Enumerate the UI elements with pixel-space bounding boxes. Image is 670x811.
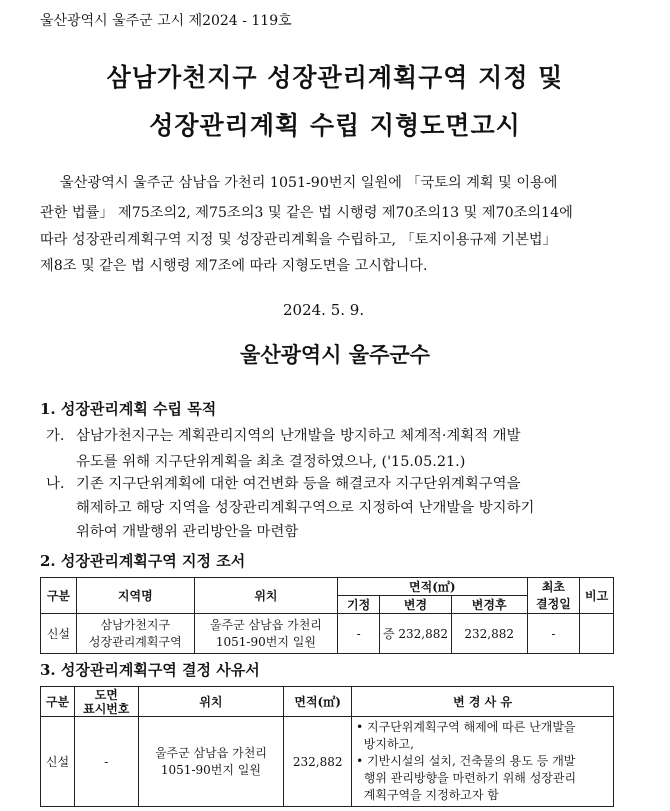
reason-line: • 지구단위계획구역 해제에 따른 난개발을 (356, 720, 576, 734)
reason-line: 방지하고, (356, 737, 414, 751)
cell-after: 232,882 (451, 614, 527, 654)
cell-type: 신설 (41, 717, 75, 807)
notice-number: 울산광역시 울주군 고시 제2024 - 119호 (40, 13, 292, 29)
intro-line: 제8조 및 같은 법 시행령 제7조에 따라 지형도면을 고시합니다. (40, 258, 428, 274)
header-location: 위치 (194, 578, 337, 614)
cell-location: 울주군 삼남읍 가천리 1051-90번지 일원 (138, 717, 284, 807)
cell-existing: - (338, 614, 380, 654)
list-item-line: 기존 지구단위계획에 대한 여건변화 등을 해결코자 지구단위계획구역을 (76, 476, 521, 492)
section2-heading: 2. 성장관리계획구역 지정 조서 (40, 552, 246, 570)
header-reason: 변 경 사 유 (352, 687, 614, 717)
header-location: 위치 (138, 687, 284, 717)
intro-line: 관한 법률」 제75조의2, 제75조의3 및 같은 법 시행령 제70조의13 및 제70조의14에 (40, 205, 573, 221)
list-marker: 나. (46, 476, 65, 492)
cell-zone-name: 삼남가천지구 성장관리계획구역 (76, 614, 194, 654)
header-area: 면적(㎡) (284, 687, 352, 717)
reason-line: • 기반시설의 설치, 건축물의 용도 등 개발 (356, 754, 576, 768)
cell-location: 울주군 삼남읍 가천리 1051-90번지 일원 (194, 614, 337, 654)
header-drawing-no: 도면 표시번호 (74, 687, 138, 717)
header-type: 구분 (41, 578, 77, 614)
table-row (41, 717, 614, 807)
document-title-line1: 삼남가천지구 성장관리계획구역 지정 및 (106, 63, 564, 92)
reason-line: 행위 관리방향을 마련하기 위해 성장관리 (356, 771, 577, 785)
header-first-decision: 최초 결정일 (527, 578, 580, 614)
section3-heading: 3. 성장관리계획구역 결정 사유서 (40, 661, 260, 679)
header-remarks: 비고 (580, 578, 614, 614)
cell-change: 증 232,882 (380, 614, 452, 654)
cell-first-decision: - (527, 614, 580, 654)
header-type: 구분 (41, 687, 75, 717)
decision-reason-table (40, 686, 614, 807)
header-existing: 기정 (338, 596, 380, 614)
header-after: 변경후 (451, 596, 527, 614)
cell-drawing-no: - (74, 717, 138, 807)
signer: 울산광역시 울주군수 (240, 342, 430, 367)
table-row (41, 614, 614, 654)
list-item-line: 해제하고 해당 지역을 성장관리계획구역으로 지정하여 난개발을 방지하기 (76, 500, 535, 516)
document-title-line2: 성장관리계획 수립 지형도면고시 (149, 111, 521, 140)
list-marker: 가. (46, 428, 65, 444)
notice-date: 2024. 5. 9. (283, 301, 365, 319)
list-item-line: 유도를 위해 지구단위계획을 최초 결정하였으나, ('15.05.21.) (76, 454, 466, 470)
intro-line: 울산광역시 울주군 삼남읍 가천리 1051-90번지 일원에 「국토의 계획 및 이용에 (60, 175, 558, 191)
list-item-line: 위하여 개발행위 관리방안을 마련함 (76, 524, 299, 540)
cell-remarks (580, 614, 614, 654)
section1-heading: 1. 성장관리계획 수립 목적 (40, 400, 217, 418)
cell-reason (352, 717, 614, 807)
intro-line: 따라 성장관리계획구역 지정 및 성장관리계획을 수립하고, 「토지이용규제 기본법」 (40, 232, 557, 248)
reason-line: 계획구역을 지정하고자 함 (356, 788, 499, 802)
header-zone-name: 지역명 (76, 578, 194, 614)
list-item-line: 삼남가천지구는 계획관리지역의 난개발을 방지하고 체계적·계획적 개발 (76, 428, 521, 444)
designation-table (40, 577, 614, 654)
header-area: 면적(㎡) (338, 578, 528, 596)
cell-type: 신설 (41, 614, 77, 654)
header-change: 변경 (380, 596, 452, 614)
cell-area: 232,882 (284, 717, 352, 807)
